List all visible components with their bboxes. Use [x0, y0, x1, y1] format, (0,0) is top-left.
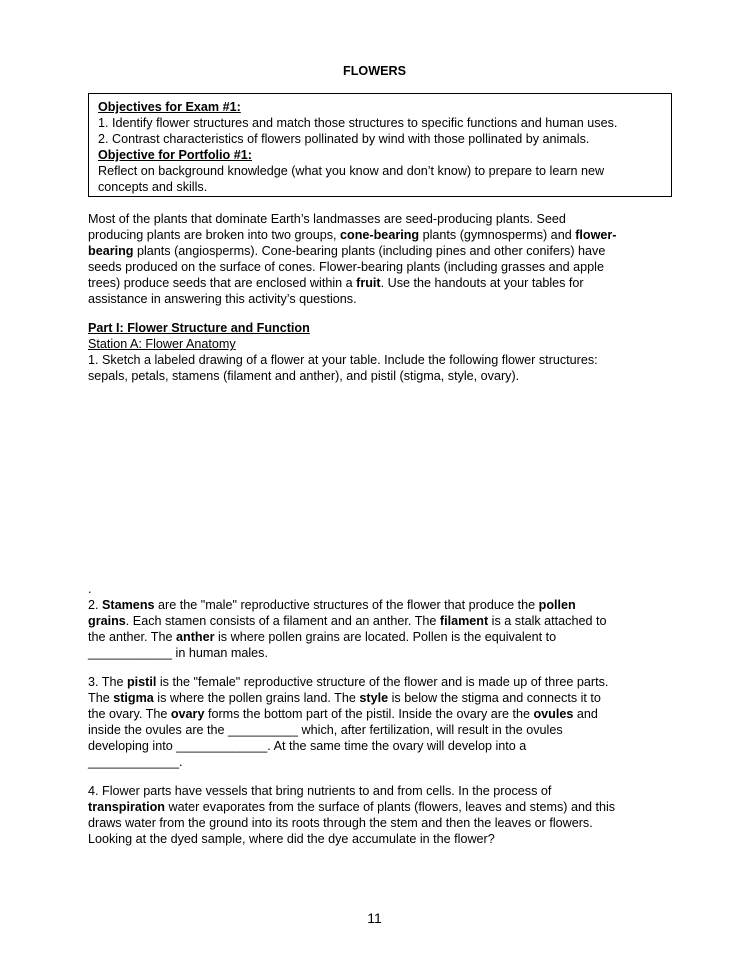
page-number: 11 — [367, 910, 382, 926]
page-title: FLOWERS — [343, 64, 406, 78]
question-1-line-1: 1. Sketch a labeled drawing of a flower at your table. Include the following flower structures: — [88, 353, 598, 367]
term-fruit: fruit — [356, 276, 381, 290]
term-flower-bearing: flower- — [575, 228, 617, 242]
exam-objective-2: 2. Contrast characteristics of flowers pollinated by wind with those pollinated by animals. — [98, 132, 590, 146]
portfolio-objective-line-1: Reflect on background knowledge (what you know and don’t know) to prepare to learn new — [98, 164, 605, 178]
intro-line-5: trees) produce seeds that are enclosed within a fruit. Use the handouts at your tables for — [88, 276, 584, 290]
part1-heading: Part I: Flower Structure and Function — [88, 321, 310, 335]
objectives-box — [88, 93, 672, 197]
stray-dot: . — [88, 582, 92, 596]
question-3-line-4[interactable]: inside the ovules are the __________ which, after fertilization, will result in the ovules — [88, 723, 563, 737]
station-a-heading: Station A: Flower Anatomy — [88, 337, 236, 351]
question-3-line-1: 3. The pistil is the "female" reproductive structure of the flower and is made up of three parts. — [88, 675, 609, 689]
question-2-line-3: the anther. The anther is where pollen grains are located. Pollen is the equivalent to — [88, 630, 557, 644]
intro-line-1: Most of the plants that dominate Earth’s landmasses are seed-producing plants. Seed — [88, 212, 566, 226]
question-2-line-2: grains. Each stamen consists of a filament and an anther. The filament is a stalk attached to — [88, 614, 607, 628]
intro-line-2: producing plants are broken into two groups, cone-bearing plants (gymnosperms) and flower- — [88, 228, 617, 242]
intro-line-4: seeds produced on the surface of cones. Flower-bearing plants (including grasses and apple — [88, 260, 604, 274]
term-cone-bearing: cone-bearing — [340, 228, 420, 242]
question-2-line-4[interactable]: ____________ in human males. — [88, 646, 268, 660]
question-3-line-5[interactable]: developing into _____________. At the same time the ovary will develop into a — [88, 739, 527, 753]
intro-line-3: bearing plants (angiosperms). Cone-bearing plants (including pines and other conifers) have — [88, 244, 606, 258]
question-2-line-1: 2. Stamens are the "male" reproductive structures of the flower that produce the pollen — [88, 598, 576, 612]
question-3-line-6[interactable]: _____________. — [88, 755, 183, 769]
question-4-line-1: 4. Flower parts have vessels that bring nutrients to and from cells. In the process of — [88, 784, 552, 798]
portfolio-objective-heading: Objective for Portfolio #1: — [98, 148, 252, 162]
question-1-line-2: sepals, petals, stamens (filament and anther), and pistil (stigma, style, ovary). — [88, 369, 520, 383]
exam-objectives-heading: Objectives for Exam #1: — [98, 100, 241, 114]
question-3-line-3: the ovary. The ovary forms the bottom part of the pistil. Inside the ovary are the ovules and — [88, 707, 598, 721]
answer-area-q4[interactable] — [88, 850, 668, 900]
portfolio-objective-line-2: concepts and skills. — [98, 180, 208, 194]
term-transpiration: transpiration — [88, 800, 165, 814]
exam-objective-1: 1. Identify flower structures and match those structures to specific functions and human uses. — [98, 116, 618, 130]
intro-line-6: assistance in answering this activity’s questions. — [88, 292, 357, 306]
question-4-line-3: draws water from the ground into its roots through the stem and then the leaves or flowers. — [88, 816, 593, 830]
question-4-line-4: Looking at the dyed sample, where did the dye accumulate in the flower? — [88, 832, 495, 846]
sketch-area[interactable] — [88, 388, 668, 578]
question-3-line-2: The stigma is where the pollen grains land. The style is below the stigma and connects it to — [88, 691, 601, 705]
question-4-line-2: transpiration water evaporates from the surface of plants (flowers, leaves and stems) and this — [88, 800, 616, 814]
